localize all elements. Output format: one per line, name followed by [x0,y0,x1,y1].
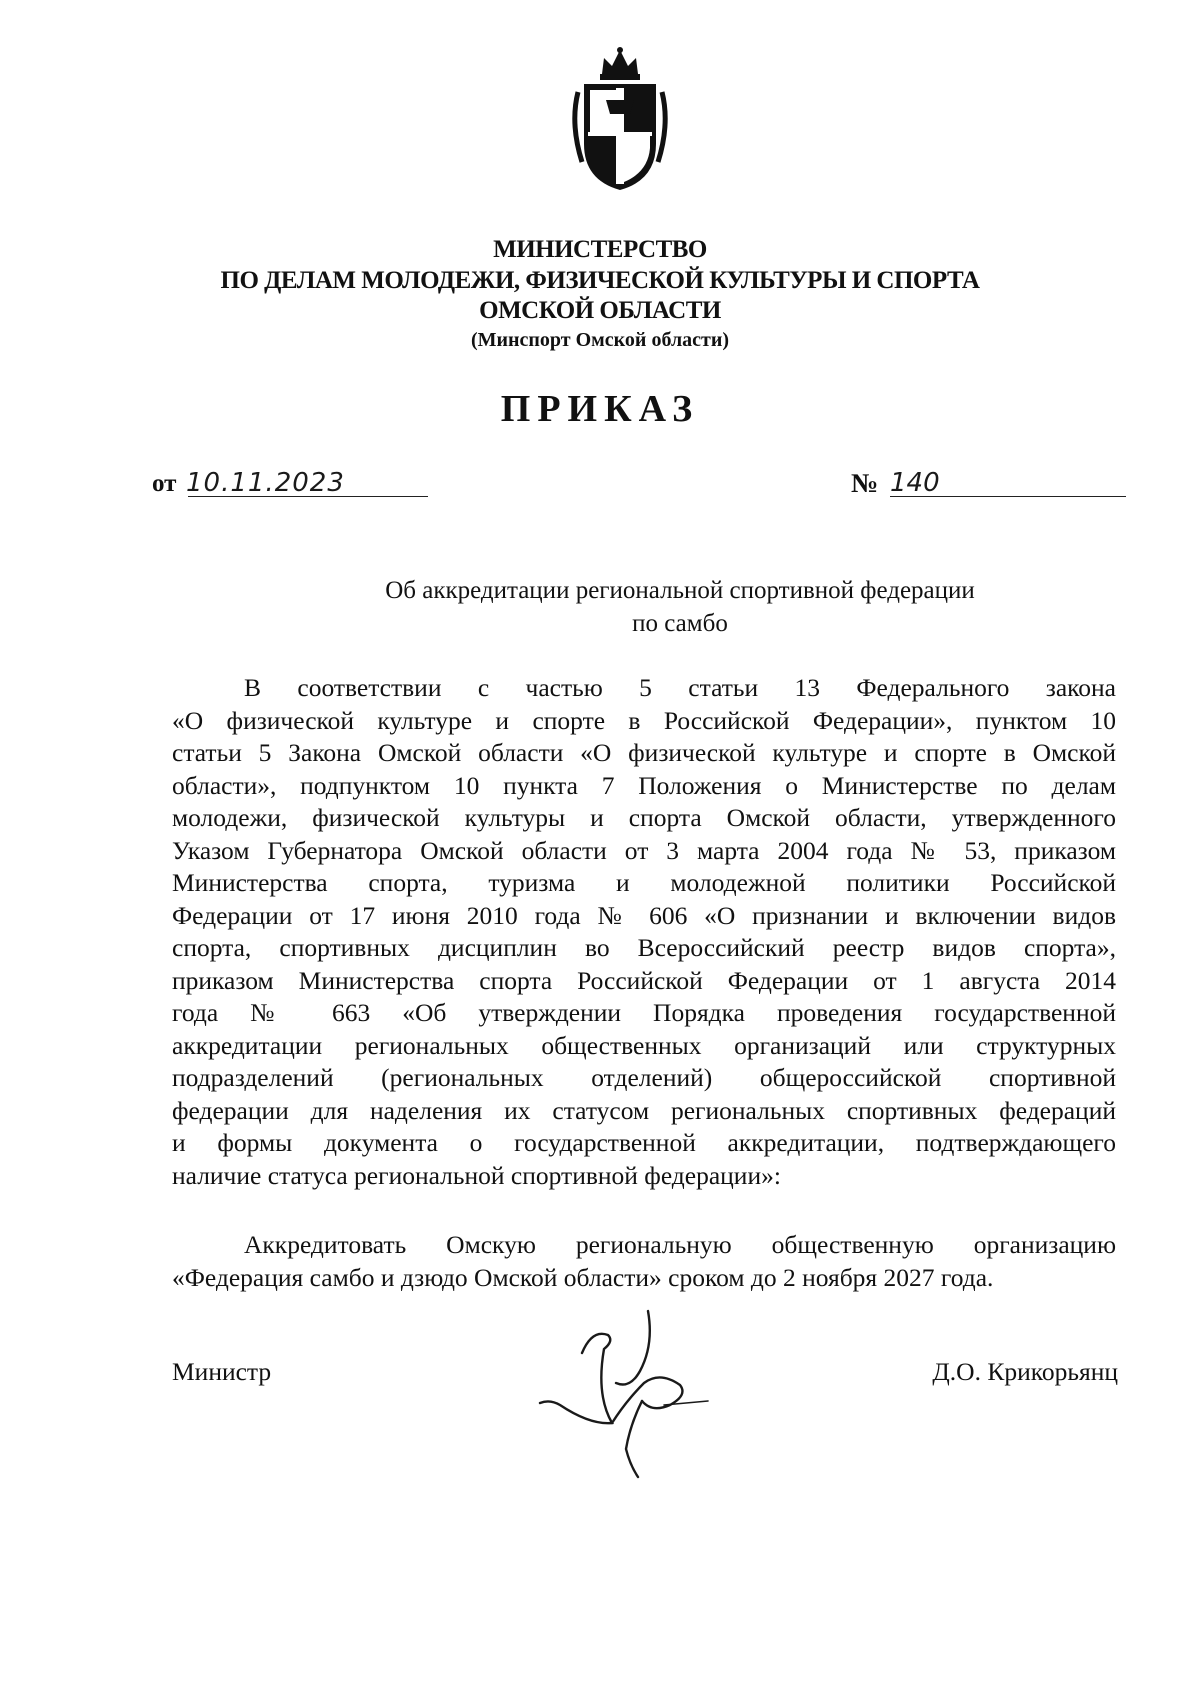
ministry-name-line3: ОМСКОЙ ОБЛАСТИ [479,297,721,324]
ministry-short-name: (Минспорт Омской области) [470,329,730,351]
paragraph-line: области», подпунктом 10 пункта 7 Положения о Министерстве по делам [172,770,1116,800]
subject-line: Об аккредитации региональной спортивной федерации [385,577,975,604]
paragraph-line: «Федерация самбо и дзюдо Омской области» сроком до 2 ноября 2027 года. [172,1262,994,1292]
handwritten-signature-icon [530,1305,720,1485]
paragraph-line: молодежи, физической культуры и спорта Омской области, утвержденного [172,803,1116,832]
paragraph-line: подразделений (региональных отделений) общероссийской спортивной [172,1063,1116,1092]
subject-line: по самбо [632,610,728,637]
ministry-name-line1: МИНИСТЕРСТВО [493,236,707,263]
document-subject [300,574,1060,640]
preamble-paragraph [172,672,1116,1192]
paragraph-line: приказом Министерства спорта Российской Федерации от 1 августа 2014 [172,965,1116,995]
signer-name: Д.О. Крикорьянц [932,1357,1118,1386]
document-type-title: ПРИКАЗ [500,388,700,430]
omsk-coat-of-arms-icon [560,44,680,194]
paragraph-line: федерации для наделения их статусом региональных спортивных федераций [172,1095,1116,1125]
ministry-name-line2: ПО ДЕЛАМ МОЛОДЕЖИ, ФИЗИЧЕСКОЙ КУЛЬТУРЫ И СПОРТА [220,267,980,294]
paragraph-line: года № 663 «Об утверждении Порядка проведения государственной [172,998,1116,1027]
paragraph-line: Министерства спорта, туризма и молодежной политики Российской [172,868,1116,897]
paragraph-line: Указом Губернатора Омской области от 3 марта 2004 года № 53, приказом [172,835,1116,865]
signer-role: Министр [172,1357,272,1386]
date-label: от [152,470,177,497]
date-value: 10.11.2023 [186,468,345,498]
order-paragraph [172,1229,1116,1294]
paragraph-line: наличие статуса региональной спортивной федерации»: [172,1160,781,1190]
paragraph-line: спорта, спортивных дисциплин во Всероссийский реестр видов спорта», [172,933,1116,962]
paragraph-line: Аккредитовать Омскую региональную общественную организацию [244,1230,1116,1259]
paragraph-line: Федерации от 17 июня 2010 года № 606 «О признании и включении видов [172,900,1116,930]
number-value: 140 [890,468,940,498]
paragraph-line: В соответствии с частью 5 статьи 13 Федерального закона [244,673,1116,702]
paragraph-line: статьи 5 Закона Омской области «О физической культуре и спорте в Омской [172,738,1116,767]
paragraph-line: «О физической культуре и спорте в Российской Федерации», пунктом 10 [172,705,1116,735]
paragraph-line: аккредитации региональных общественных организаций или структурных [172,1030,1116,1060]
number-label: № [851,468,879,498]
paragraph-line: и формы документа о государственной аккредитации, подтверждающего [172,1128,1116,1157]
